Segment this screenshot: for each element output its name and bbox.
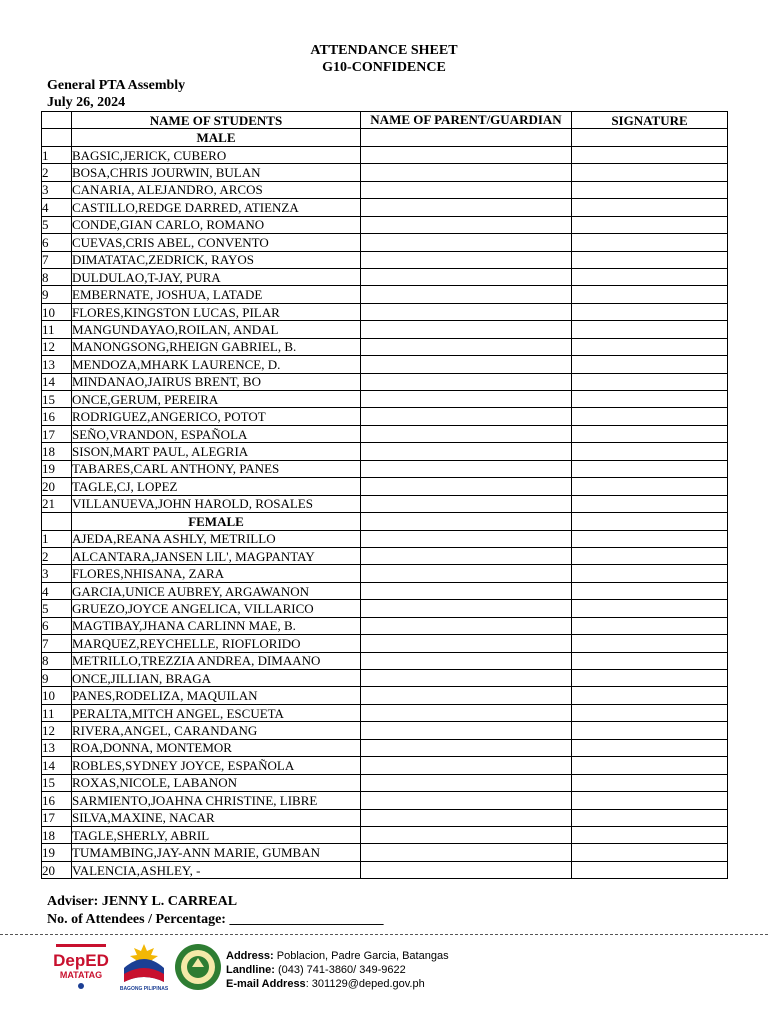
- signature-cell[interactable]: [572, 565, 728, 582]
- student-name: RODRIGUEZ,ANGERICO, POTOT: [72, 408, 361, 425]
- empty-cell: [361, 129, 572, 146]
- signature-cell[interactable]: [572, 460, 728, 477]
- table-row: [42, 373, 728, 390]
- adviser-name: Adviser: JENNY L. CARREAL: [47, 894, 238, 909]
- table-row: [42, 251, 728, 268]
- row-number: 17: [42, 425, 72, 442]
- table-row: [42, 687, 728, 704]
- signature-cell[interactable]: [572, 443, 728, 460]
- event-date: July 26, 2024: [47, 95, 126, 110]
- signature-cell[interactable]: [572, 164, 728, 181]
- parent-name-cell[interactable]: [361, 530, 572, 547]
- signature-cell[interactable]: [572, 739, 728, 756]
- male-section-row: [42, 129, 728, 146]
- student-name: TAGLE,SHERLY, ABRIL: [72, 826, 361, 843]
- row-number: 7: [42, 251, 72, 268]
- student-name: TUMAMBING,JAY-ANN MARIE, GUMBAN: [72, 844, 361, 861]
- signature-cell[interactable]: [572, 478, 728, 495]
- table-row: [42, 146, 728, 163]
- parent-name-cell[interactable]: [361, 303, 572, 320]
- table-row: [42, 234, 728, 251]
- row-number: 11: [42, 704, 72, 721]
- table-row: [42, 216, 728, 233]
- deped-logo-text: DepED: [53, 951, 109, 970]
- female-section-label: FEMALE: [72, 513, 361, 530]
- signature-cell[interactable]: [572, 391, 728, 408]
- parent-name-cell[interactable]: [361, 582, 572, 599]
- signature-cell[interactable]: [572, 146, 728, 163]
- parent-name-cell[interactable]: [361, 321, 572, 338]
- signature-cell[interactable]: [572, 635, 728, 652]
- signature-cell[interactable]: [572, 722, 728, 739]
- parent-name-cell[interactable]: [361, 792, 572, 809]
- signature-cell[interactable]: [572, 425, 728, 442]
- student-name: MANGUNDAYAO,ROILAN, ANDAL: [72, 321, 361, 338]
- student-name: ROBLES,SYDNEY JOYCE, ESPAÑOLA: [72, 757, 361, 774]
- student-name: ONCE,GERUM, PEREIRA: [72, 391, 361, 408]
- parent-name-cell[interactable]: [361, 216, 572, 233]
- signature-cell[interactable]: [572, 704, 728, 721]
- row-number: 3: [42, 181, 72, 198]
- table-row: [42, 356, 728, 373]
- row-number: 2: [42, 547, 72, 564]
- signature-cell[interactable]: [572, 234, 728, 251]
- row-number: 2: [42, 164, 72, 181]
- parent-name-cell[interactable]: [361, 408, 572, 425]
- sheet-title: ATTENDANCE SHEET: [310, 43, 458, 58]
- school-contact-block: [226, 949, 449, 991]
- row-number: 18: [42, 443, 72, 460]
- signature-cell[interactable]: [572, 670, 728, 687]
- parent-name-cell[interactable]: [361, 617, 572, 634]
- row-number: 17: [42, 809, 72, 826]
- signature-cell[interactable]: [572, 495, 728, 512]
- signature-cell[interactable]: [572, 199, 728, 216]
- student-name: GARCIA,UNICE AUBREY, ARGAWANON: [72, 582, 361, 599]
- student-name: BOSA,CHRIS JOURWIN, BULAN: [72, 164, 361, 181]
- parent-name-cell[interactable]: [361, 704, 572, 721]
- parent-name-cell[interactable]: [361, 338, 572, 355]
- parent-name-cell[interactable]: [361, 722, 572, 739]
- student-name: PANES,RODELIZA, MAQUILAN: [72, 687, 361, 704]
- row-number: 13: [42, 356, 72, 373]
- parent-column-header: NAME OF PARENT/GUARDIAN: [361, 112, 572, 129]
- student-name: ROA,DONNA, MONTEMOR: [72, 739, 361, 756]
- signature-cell[interactable]: [572, 792, 728, 809]
- student-name: DIMATATAC,ZEDRICK, RAYOS: [72, 251, 361, 268]
- student-name: EMBERNATE, JOSHUA, LATADE: [72, 286, 361, 303]
- student-name: SILVA,MAXINE, NACAR: [72, 809, 361, 826]
- parent-name-cell[interactable]: [361, 547, 572, 564]
- student-name: ALCANTARA,JANSEN LIL', MAGPANTAY: [72, 547, 361, 564]
- parent-name-cell[interactable]: [361, 425, 572, 442]
- student-name: SARMIENTO,JOAHNA CHRISTINE, LIBRE: [72, 792, 361, 809]
- row-number: 6: [42, 234, 72, 251]
- signature-cell[interactable]: [572, 861, 728, 878]
- signature-column-header: SIGNATURE: [572, 112, 728, 129]
- student-name: PERALTA,MITCH ANGEL, ESCUETA: [72, 704, 361, 721]
- parent-name-cell[interactable]: [361, 600, 572, 617]
- student-name: CONDE,GIAN CARLO, ROMANO: [72, 216, 361, 233]
- student-name: VALENCIA,ASHLEY, -: [72, 861, 361, 878]
- number-column-header: [42, 112, 72, 129]
- row-number: 8: [42, 268, 72, 285]
- row-number: 8: [42, 652, 72, 669]
- parent-name-cell[interactable]: [361, 268, 572, 285]
- table-header-row: [42, 112, 728, 129]
- row-number: 12: [42, 722, 72, 739]
- table-row: [42, 826, 728, 843]
- signature-cell[interactable]: [572, 844, 728, 861]
- parent-name-cell[interactable]: [361, 373, 572, 390]
- row-number: 10: [42, 303, 72, 320]
- parent-name-cell[interactable]: [361, 687, 572, 704]
- table-row: [42, 460, 728, 477]
- parent-name-cell[interactable]: [361, 146, 572, 163]
- signature-cell[interactable]: [572, 809, 728, 826]
- table-row: [42, 774, 728, 791]
- student-name: CUEVAS,CRIS ABEL, CONVENTO: [72, 234, 361, 251]
- signature-cell[interactable]: [572, 216, 728, 233]
- parent-name-cell[interactable]: [361, 739, 572, 756]
- row-number: 9: [42, 286, 72, 303]
- parent-name-cell[interactable]: [361, 670, 572, 687]
- student-name: CANARIA, ALEJANDRO, ARCOS: [72, 181, 361, 198]
- parent-name-cell[interactable]: [361, 460, 572, 477]
- female-section-row: [42, 513, 728, 530]
- table-row: [42, 670, 728, 687]
- table-row: [42, 391, 728, 408]
- table-row: [42, 652, 728, 669]
- signature-cell[interactable]: [572, 530, 728, 547]
- table-row: [42, 321, 728, 338]
- table-row: [42, 338, 728, 355]
- table-row: [42, 408, 728, 425]
- attendees-line: No. of Attendees / Percentage: ______________________: [47, 912, 384, 927]
- table-row: [42, 565, 728, 582]
- parent-name-cell[interactable]: [361, 861, 572, 878]
- parent-name-cell[interactable]: [361, 635, 572, 652]
- parent-name-cell[interactable]: [361, 391, 572, 408]
- students-column-header: NAME OF STUDENTS: [72, 112, 361, 129]
- row-number: 4: [42, 199, 72, 216]
- signature-cell[interactable]: [572, 268, 728, 285]
- signature-cell[interactable]: [572, 826, 728, 843]
- table-row: [42, 739, 728, 756]
- row-number: 16: [42, 792, 72, 809]
- student-name: GRUEZO,JOYCE ANGELICA, VILLARICO: [72, 600, 361, 617]
- attendance-rows: [42, 129, 728, 879]
- table-row: [42, 757, 728, 774]
- table-row: [42, 286, 728, 303]
- signature-cell[interactable]: [572, 547, 728, 564]
- table-row: [42, 792, 728, 809]
- table-row: [42, 164, 728, 181]
- empty-cell: [361, 513, 572, 530]
- parent-name-cell[interactable]: [361, 234, 572, 251]
- event-name: General PTA Assembly: [47, 78, 186, 93]
- email-line: E-mail Address: 301129@deped.gov.ph: [226, 978, 425, 990]
- parent-name-cell[interactable]: [361, 826, 572, 843]
- table-row: [42, 425, 728, 442]
- row-number: 18: [42, 826, 72, 843]
- signature-cell[interactable]: [572, 600, 728, 617]
- signature-cell[interactable]: [572, 687, 728, 704]
- parent-name-cell[interactable]: [361, 757, 572, 774]
- row-number: 11: [42, 321, 72, 338]
- student-name: AJEDA,REANA ASHLY, METRILLO: [72, 530, 361, 547]
- attendance-table: [41, 111, 728, 879]
- student-name: SEÑO,VRANDON, ESPAÑOLA: [72, 425, 361, 442]
- row-number: 3: [42, 565, 72, 582]
- student-name: FLORES,NHISANA, ZARA: [72, 565, 361, 582]
- deped-logo: [52, 942, 110, 992]
- student-name: VILLANUEVA,JOHN HAROLD, ROSALES: [72, 495, 361, 512]
- table-row: [42, 181, 728, 198]
- male-section-label: MALE: [72, 129, 361, 146]
- empty-cell: [572, 513, 728, 530]
- parent-name-cell[interactable]: [361, 443, 572, 460]
- signature-cell[interactable]: [572, 408, 728, 425]
- parent-name-cell[interactable]: [361, 181, 572, 198]
- student-name: MARQUEZ,REYCHELLE, RIOFLORIDO: [72, 635, 361, 652]
- row-number: 13: [42, 739, 72, 756]
- address-line: Address: Poblacion, Padre Garcia, Batangas: [226, 950, 449, 962]
- bagong-pilipinas-logo: [118, 942, 170, 992]
- signature-cell[interactable]: [572, 286, 728, 303]
- row-number: 6: [42, 617, 72, 634]
- table-row: [42, 844, 728, 861]
- row-number: 9: [42, 670, 72, 687]
- row-number: 7: [42, 635, 72, 652]
- row-number: 10: [42, 687, 72, 704]
- table-row: [42, 722, 728, 739]
- bagong-pilipinas-text: BAGONG PILIPINAS: [119, 986, 169, 992]
- student-name: CASTILLO,REDGE DARRED, ATIENZA: [72, 199, 361, 216]
- table-row: [42, 303, 728, 320]
- student-name: MAGTIBAY,JHANA CARLINN MAE, B.: [72, 617, 361, 634]
- signature-cell[interactable]: [572, 582, 728, 599]
- empty-cell: [42, 129, 72, 146]
- student-name: DULDULAO,T-JAY, PURA: [72, 268, 361, 285]
- row-number: 15: [42, 391, 72, 408]
- matatag-logo-text: MATATAG: [59, 970, 103, 980]
- signature-cell[interactable]: [572, 303, 728, 320]
- row-number: 12: [42, 338, 72, 355]
- table-row: [42, 861, 728, 878]
- parent-name-cell[interactable]: [361, 652, 572, 669]
- signature-cell[interactable]: [572, 652, 728, 669]
- signature-cell[interactable]: [572, 181, 728, 198]
- row-number: 19: [42, 460, 72, 477]
- student-name: ROXAS,NICOLE, LABANON: [72, 774, 361, 791]
- row-number: 5: [42, 600, 72, 617]
- table-row: [42, 617, 728, 634]
- student-name: TABARES,CARL ANTHONY, PANES: [72, 460, 361, 477]
- student-name: BAGSIC,JERICK, CUBERO: [72, 146, 361, 163]
- student-name: MANONGSONG,RHEIGN GABRIEL, B.: [72, 338, 361, 355]
- parent-name-cell[interactable]: [361, 774, 572, 791]
- row-number: 1: [42, 146, 72, 163]
- row-number: 5: [42, 216, 72, 233]
- signature-cell[interactable]: [572, 356, 728, 373]
- student-name: ONCE,JILLIAN, BRAGA: [72, 670, 361, 687]
- footer-divider: [0, 934, 768, 935]
- table-row: [42, 600, 728, 617]
- table-row: [42, 704, 728, 721]
- table-row: [42, 582, 728, 599]
- signature-cell[interactable]: [572, 617, 728, 634]
- parent-name-cell[interactable]: [361, 199, 572, 216]
- table-row: [42, 268, 728, 285]
- signature-cell[interactable]: [572, 338, 728, 355]
- row-number: 21: [42, 495, 72, 512]
- parent-name-cell[interactable]: [361, 164, 572, 181]
- table-row: [42, 478, 728, 495]
- row-number: 20: [42, 861, 72, 878]
- row-number: 16: [42, 408, 72, 425]
- row-number: 4: [42, 582, 72, 599]
- student-name: SISON,MART PAUL, ALEGRIA: [72, 443, 361, 460]
- landline-line: Landline: (043) 741-3860/ 349-9622: [226, 964, 406, 976]
- school-seal-logo: [172, 942, 224, 992]
- table-row: [42, 635, 728, 652]
- row-number: 14: [42, 373, 72, 390]
- signature-cell[interactable]: [572, 774, 728, 791]
- student-name: METRILLO,TREZZIA ANDREA, DIMAANO: [72, 652, 361, 669]
- parent-name-cell[interactable]: [361, 356, 572, 373]
- student-name: MINDANAO,JAIRUS BRENT, BO: [72, 373, 361, 390]
- row-number: 1: [42, 530, 72, 547]
- table-row: [42, 443, 728, 460]
- row-number: 20: [42, 478, 72, 495]
- empty-cell: [42, 513, 72, 530]
- signature-cell[interactable]: [572, 757, 728, 774]
- section-name: G10-CONFIDENCE: [322, 60, 446, 75]
- parent-name-cell[interactable]: [361, 495, 572, 512]
- student-name: TAGLE,CJ, LOPEZ: [72, 478, 361, 495]
- table-row: [42, 547, 728, 564]
- parent-name-cell[interactable]: [361, 844, 572, 861]
- row-number: 14: [42, 757, 72, 774]
- table-row: [42, 495, 728, 512]
- student-name: MENDOZA,MHARK LAURENCE, D.: [72, 356, 361, 373]
- row-number: 19: [42, 844, 72, 861]
- student-name: RIVERA,ANGEL, CARANDANG: [72, 722, 361, 739]
- table-row: [42, 199, 728, 216]
- parent-name-cell[interactable]: [361, 286, 572, 303]
- signature-cell[interactable]: [572, 373, 728, 390]
- signature-cell[interactable]: [572, 321, 728, 338]
- table-row: [42, 809, 728, 826]
- row-number: 15: [42, 774, 72, 791]
- parent-name-cell[interactable]: [361, 565, 572, 582]
- parent-name-cell[interactable]: [361, 251, 572, 268]
- parent-name-cell[interactable]: [361, 478, 572, 495]
- table-row: [42, 530, 728, 547]
- signature-cell[interactable]: [572, 251, 728, 268]
- empty-cell: [572, 129, 728, 146]
- student-name: FLORES,KINGSTON LUCAS, PILAR: [72, 303, 361, 320]
- parent-name-cell[interactable]: [361, 809, 572, 826]
